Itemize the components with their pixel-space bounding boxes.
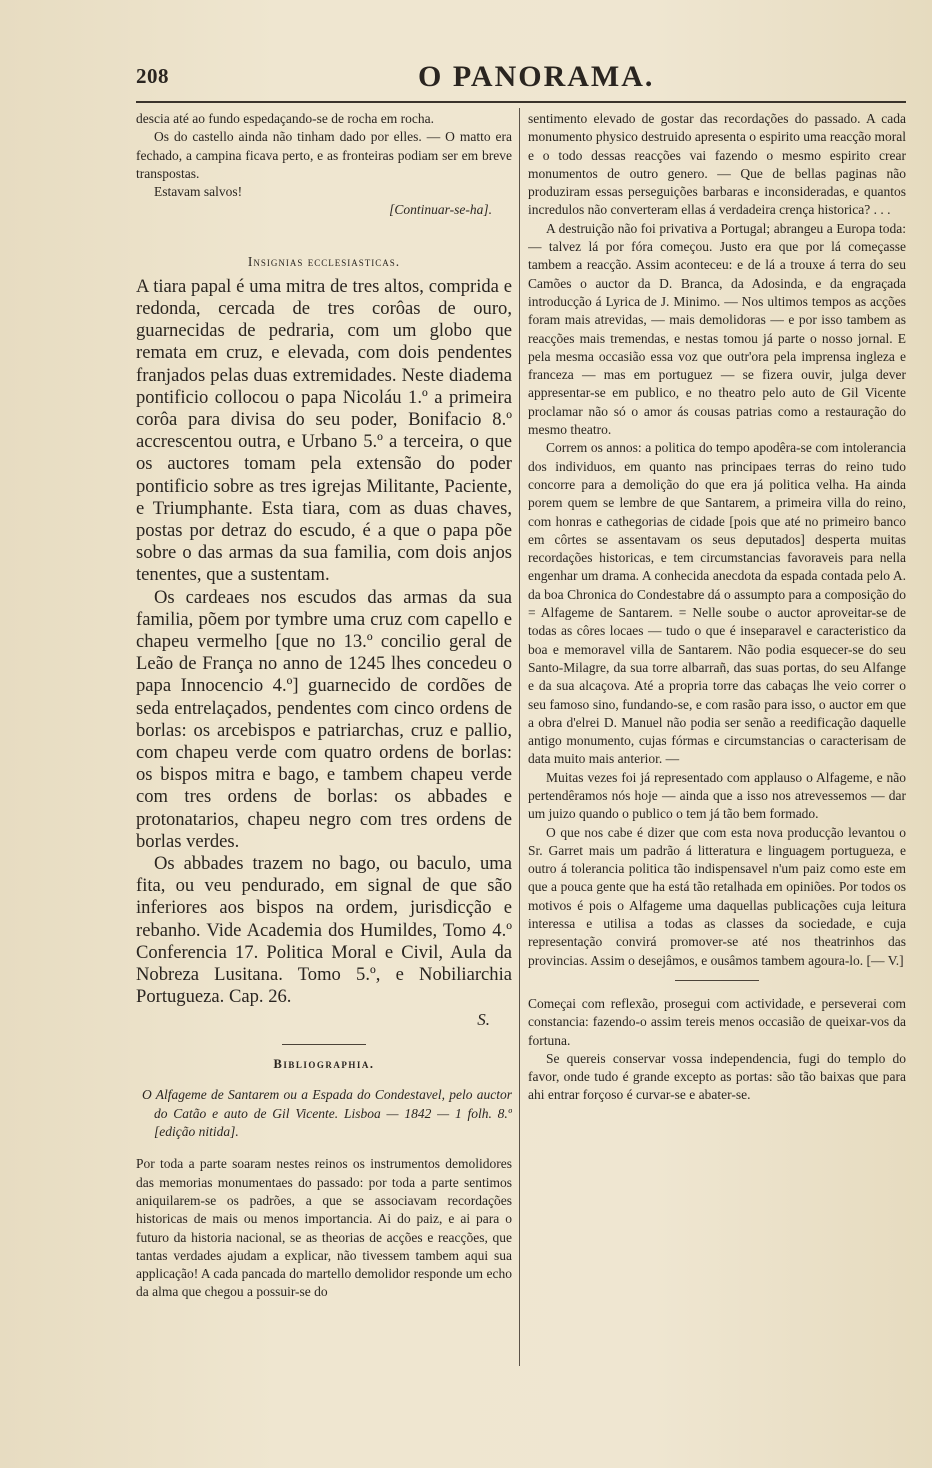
maxims-section <box>528 995 906 1105</box>
left-column <box>136 110 512 1372</box>
story-paragraph: Estavam salvos! <box>154 184 243 200</box>
signature: S. <box>477 1010 490 1030</box>
page-number: 208 <box>136 64 169 88</box>
header-rule <box>136 101 906 103</box>
column-divider <box>519 108 520 1366</box>
story-paragraph: Os do castello ainda não tinham dado por elles. — O matto era fechado, a campina ficava perto, e as fronteiras podiam ser em breve transpostas. <box>136 129 512 181</box>
section-title-bibliographia: Bibliographia. <box>273 1057 375 1072</box>
review-paragraph: A destruição não foi privativa a Portugal; abrangeu a Europa toda: — talvez lá por fóra começou. Justo era que por lá começasse tambem a reacção. Assim aconteceu: e de lá a trouxe á terra do seu Camões o auctor da D. Branca, da Adosinda, e da engraçada introducção á Lyrica de J. Minimo. — Nos ultimos tempos as acções foram mais atrevidas, — mais demolidoras — e por isso tambem as reacções mais tremendas, e nestas tomou já parte o nosso jornal. E pela mesma occasião essa voz que outr'ora pela imprensa ingleza e franceza — mas em portuguez — se fizera ouvir, julga dever appresentar-se em publico, e no theatro pelo auto de Gil Vicente proclamar não só o amor ás cousas patrias como a restauração do mesmo theatro. <box>528 220 906 438</box>
review-paragraph: sentimento elevado de gostar das recordações do passado. A cada monumento physico destruido apresenta o espirito uma reacção moral e o todo dessas reacções vai fazendo o mesmo espirito crear monumentos de outro genero. — Que de bellas paginas não produziram essas perseguições barbaras e inconsideradas, e quantos incredulos não converteram ellas á verdadeira crença historica? . . . <box>528 111 906 218</box>
insignias-paragraph: Os abbades trazem no bago, ou baculo, uma fita, ou veu pendurado, em signal de que são inferiores aos bispos na ordem, jurisdicção e rebanho. Vide Academia dos Humildes, Tomo 4.º Conferencia 17. Politica Moral e Civil, Aula da Nobreza Lusitana. Tomo 5.º, e Nobiliarchia Portugueza. Cap. 26. <box>136 853 512 1008</box>
bibliography-reference: O Alfageme de Santarem ou a Espada do Condestavel, pelo auctor do Catão e auto de Gil Vicente. Lisboa — 1842 — 1 folh. 8.º [edição nitida]. <box>142 1087 512 1140</box>
insignias-paragraph: A tiara papal é uma mitra de tres altos, comprida e redonda, cercada de tres corôas de ouro, guarnecidas de pedraria, com um globo que remata em cruz, e elevada, com dois pendentes franjados pelas duas extremidades. Neste diadema pontificio collocou o papa Nicoláu 1.º a primeira corôa para divisa do seu poder, Bonifacio 8.º accrescentou outra, e Urbano 5.º a terceira, o que os auctores tomam pela extensão do poder pontificio sobre as tres igrejas Militante, Paciente, e Triumphante. Esta tiara, com as duas chaves, postas por detraz do escudo, é a que o papa põe sobre o das armas da sua familia, com dois anjos tenentes, que a sustentam. <box>136 275 512 586</box>
bibliography-paragraph: Por toda a parte soaram nestes reinos os instrumentos demolidores das memorias monumentaes do passado: por toda a parte sentimos aniquilarem-se os padrões, a que se associavam recordações historicas de mais ou menos importancia. Ai do paiz, e ai para o futuro da historia nacional, se as theorias de acções e reacções, que tantas verdades ajudam a explicar, não tivessem tambem aqui sua applicação! A cada pancada do martello demolidor responde um echo da alma que chegou a possuir-se do <box>136 1156 512 1300</box>
section-rule <box>675 980 759 981</box>
section-title-insignias: Insignias ecclesiasticas. <box>247 253 401 269</box>
page-header <box>136 60 906 100</box>
continue-note: [Continuar-se-ha]. <box>389 202 492 218</box>
review-paragraph: Correm os annos: a politica do tempo apodêra-se com intolerancia dos individuos, em quanto nas principaes terras do reino tudo concorre para a demolição do que era já politica velha. Ha ainda porem quem se lembre de que Santarem, a primeira villa do reino, com honras e cathegorias de cidade [pois que até no primeiro banco em côrtes se assentavam os seus deputados] desperta muitas recordações historicas, e tem circumstancias favoraveis para nella engenhar um drama. A conhecida anecdota da espada contada pelo A. da boa Chronica do Condestabre dá o assumpto para a composição do = Alfageme de Santarem. = Nelle soube o auctor aproveitar-se de todas as côres locaes — tudo o que é inseparavel e caracteristico da boa e memoravel villa de Santarem. Não podia esquecer-se do seu Santo-Milagre, da sua torre albarrañ, das suas portas, do seu Alfange e da sua alcaçova. Até a propria torre das cabaças lhe veio correr o seu famoso sino, fundando-se, e com rasão para isso, o auctor em que a obra d'elrei D. Manuel não podia ser senão a reedificação daquelle antigo monumento, cujas fórmas e circumstancias o caracterisam de data muito mais anterior. — <box>528 440 906 767</box>
review-paragraph: O que nos cabe é dizer que com esta nova producção levantou o Sr. Garret mais um padrão á litteratura e linguagem portugueza, e outro á tolerancia politica tão indispensavel n'um paiz como este em que a pouca gente que ha está tão retalhada em opiniões. Por todos os motivos é pois o Alfageme uma daquellas publicações cuja leitura interessa e utilisa a todas as classes da sociedade, e cuja representação convirá promover-se até nos theatrinhos das provincias. Assim o desejâmos, e ousâmos tambem agoura-lo. [— V.] <box>528 824 906 968</box>
maxim-paragraph: Começai com reflexão, prosegui com actividade, e perseverai com constancia: fazendo-o assim tereis menos occasião de queixar-vos da fortuna. <box>528 995 906 1048</box>
masthead-title: O PANORAMA. <box>418 60 655 93</box>
insignias-paragraph: Os cardeaes nos escudos das armas da sua familia, põem por tymbre uma cruz com capello e chapeu vermelho [que no 13.º concilio geral de Leão de França no anno de 1245 lhes concedeu o papa Innocencio 4.º] guarnecido de cordões de seda entrelaçados, pendentes com cinco ordens de borlas: os arcebispos e patriarchas, cruz e pallio, com chapeu verde com quatro ordens de borlas: os bispos mitra e bago, e tambem chapeu verde com tres ordens de borlas: os abbades e protonatarios, chapeu negro com tres ordens de borlas verdes. <box>136 586 512 852</box>
review-paragraph: Muitas vezes foi já representado com applauso o Alfageme, e não pertendêramos nós hoje — ainda que a isso nos atrevessemos — dar um juizo quando o publico o tem já tão bem formado. <box>528 769 906 822</box>
section-rule <box>282 1044 366 1045</box>
story-continuation: descia até ao fundo espedaçando-se de rocha em rocha. <box>136 111 434 126</box>
right-column <box>528 110 906 1372</box>
maxim-paragraph: Se quereis conservar vossa independencia, fugi do templo do favor, onde tudo é grande excepto as portas: são tão baixas que para ahi entrar forçoso é curvar-se e abater-se. <box>528 1050 906 1103</box>
